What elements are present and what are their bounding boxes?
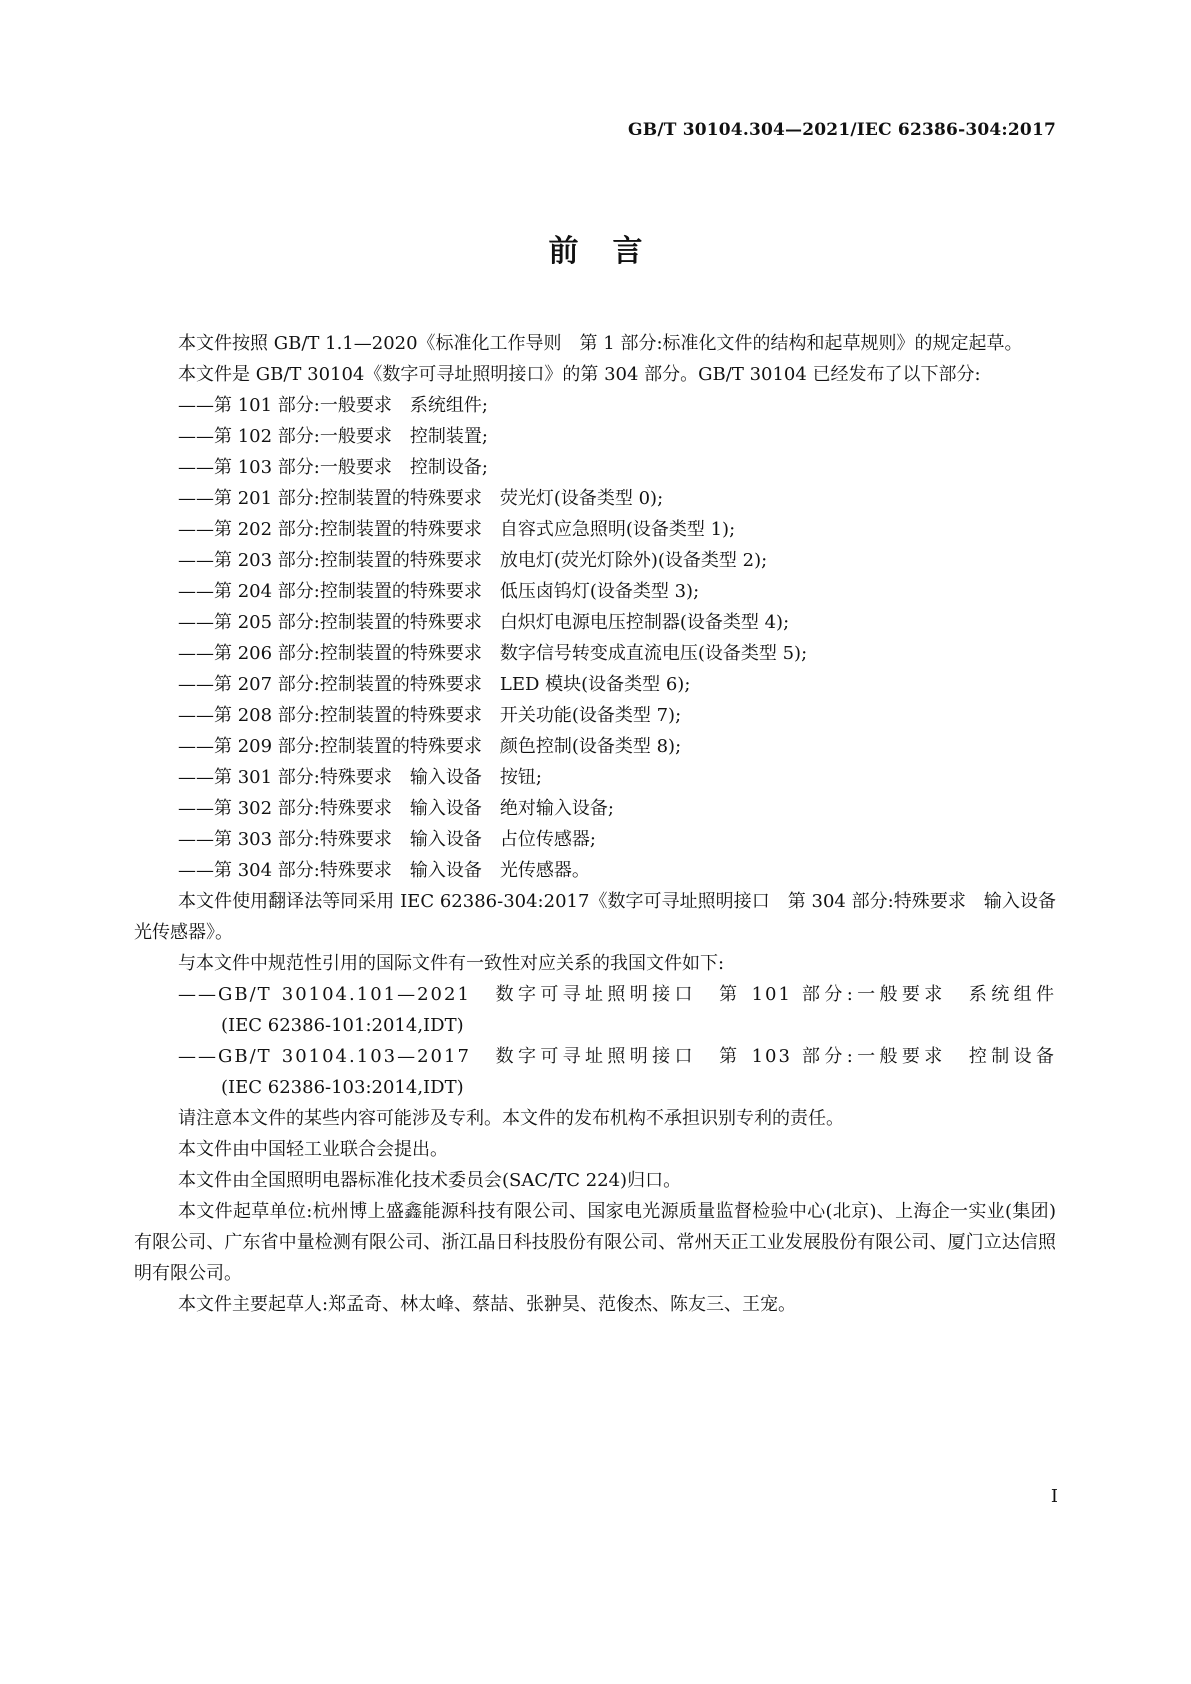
correspondence-item — [134, 1041, 1056, 1103]
centralized-paragraph: 本文件由全国照明电器标准化技术委员会(SAC/TC 224)归口。 — [178, 1170, 682, 1191]
correspondence-iec-ref: (IEC 62386-101:2014,IDT) — [221, 1015, 464, 1036]
list-item: ——第 208 部分:控制装置的特殊要求 开关功能(设备类型 7); — [178, 705, 682, 726]
list-item: ——第 207 部分:控制装置的特殊要求 LED 模块(设备类型 6); — [178, 674, 691, 695]
list-item: ——第 103 部分:一般要求 控制设备; — [178, 457, 488, 478]
patent-notice: 请注意本文件的某些内容可能涉及专利。本文件的发布机构不承担识别专利的责任。 — [178, 1108, 844, 1129]
list-item: ——第 301 部分:特殊要求 输入设备 按钮; — [178, 767, 542, 788]
list-item: ——第 304 部分:特殊要求 输入设备 光传感器。 — [178, 860, 590, 881]
list-item: ——第 205 部分:控制装置的特殊要求 白炽灯电源电压控制器(设备类型 4); — [178, 612, 790, 633]
correspondence-iec-ref: (IEC 62386-103:2014,IDT) — [221, 1077, 464, 1098]
list-item: ——第 201 部分:控制装置的特殊要求 荧光灯(设备类型 0); — [178, 488, 664, 509]
correspondence-item — [134, 979, 1056, 1041]
drafters-paragraph: 本文件主要起草人:郑孟奇、林太峰、蔡喆、张翀昊、范俊杰、陈友三、王宠。 — [178, 1294, 797, 1315]
proposer-paragraph: 本文件由中国轻工业联合会提出。 — [178, 1139, 448, 1160]
list-item: ——第 209 部分:控制装置的特殊要求 颜色控制(设备类型 8); — [178, 736, 682, 757]
page-title: 前言 — [548, 234, 677, 269]
list-item: ——第 202 部分:控制装置的特殊要求 自容式应急照明(设备类型 1); — [178, 519, 736, 540]
intro-paragraph-2: 本文件是 GB/T 30104《数字可寻址照明接口》的第 304 部分。GB/T 30104 已经发布了以下部分: — [178, 364, 981, 385]
correspondence-intro: 与本文件中规范性引用的国际文件有一致性对应关系的我国文件如下: — [178, 953, 725, 974]
page-number: I — [1050, 1486, 1058, 1507]
intro-paragraph-1: 本文件按照 GB/T 1.1—2020《标准化工作导则 第 1 部分:标准化文件的结构和起草规则》的规定起草。 — [178, 333, 1023, 354]
document-body — [134, 328, 1074, 1320]
list-item: ——第 303 部分:特殊要求 输入设备 占位传感器; — [178, 829, 596, 850]
list-item: ——第 102 部分:一般要求 控制装置; — [178, 426, 488, 447]
list-item: ——第 302 部分:特殊要求 输入设备 绝对输入设备; — [178, 798, 614, 819]
standard-code: GB/T 30104.304—2021/IEC 62386-304:2017 — [628, 120, 1056, 140]
correspondence-title: ——GB/T 30104.103—2017 数字可寻址照明接口 第 103 部分:一般要求 控制设备 — [178, 1046, 1056, 1067]
correspondence-title: ——GB/T 30104.101—2021 数字可寻址照明接口 第 101 部分:一般要求 系统组件 — [178, 984, 1056, 1005]
drafting-units-paragraph: 本文件起草单位:杭州博上盛鑫能源科技有限公司、国家电光源质量监督检验中心(北京)、上海企一实业(集团)有限公司、广东省中量检测有限公司、浙江晶日科技股份有限公司、常州天正工业发展股份有限公司、厦门立达信照明有限公司。 — [134, 1201, 1056, 1284]
list-item: ——第 204 部分:控制装置的特殊要求 低压卤钨灯(设备类型 3); — [178, 581, 700, 602]
list-item: ——第 101 部分:一般要求 系统组件; — [178, 395, 488, 416]
adoption-paragraph: 本文件使用翻译法等同采用 IEC 62386-304:2017《数字可寻址照明接口 第 304 部分:特殊要求 输入设备 光传感器》。 — [134, 891, 1074, 943]
list-item: ——第 206 部分:控制装置的特殊要求 数字信号转变成直流电压(设备类型 5); — [178, 643, 808, 664]
parts-list — [134, 390, 1056, 886]
list-item: ——第 203 部分:控制装置的特殊要求 放电灯(荧光灯除外)(设备类型 2); — [178, 550, 768, 571]
